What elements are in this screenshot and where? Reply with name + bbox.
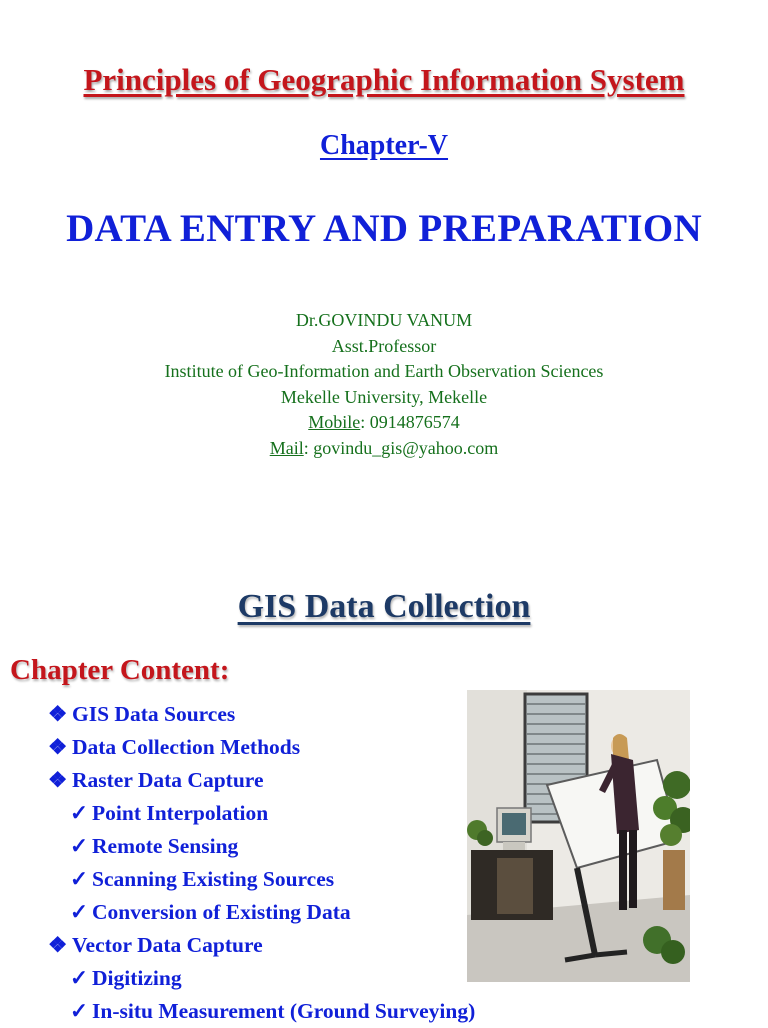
list-item <box>48 830 475 863</box>
list-item <box>48 863 475 896</box>
list-item-label: GIS Data Sources <box>72 702 236 726</box>
list-item-label: Conversion of Existing Data <box>92 900 351 924</box>
section-title: GIS Data Collection <box>237 588 531 625</box>
list-item-label: In-situ Measurement (Ground Surveying) <box>92 999 476 1023</box>
woman-at-digitizing-table-photo <box>467 690 690 982</box>
list-item-label: Data Collection Methods <box>72 735 301 759</box>
diamond-bullet-icon: ❖ <box>48 933 68 957</box>
author-mail <box>0 436 768 462</box>
list-item <box>48 962 475 995</box>
diamond-bullet-icon: ❖ <box>48 702 68 726</box>
list-item-label: Scanning Existing Sources <box>92 867 335 891</box>
list-item <box>48 698 475 731</box>
chapter-content-list <box>48 698 475 1028</box>
list-item <box>48 764 475 797</box>
author-university: Mekelle University, Mekelle <box>280 386 488 407</box>
checkmark-icon: ✓ <box>70 834 89 858</box>
list-item-label: Point Interpolation <box>92 801 269 825</box>
content-heading: Chapter Content: <box>10 654 230 686</box>
course-title: Principles of Geographic Information System <box>83 62 685 97</box>
list-item-label: Digitizing <box>92 966 182 990</box>
list-item <box>48 896 475 929</box>
checkmark-icon: ✓ <box>70 966 89 990</box>
checkmark-icon: ✓ <box>70 900 89 924</box>
checkmark-icon: ✓ <box>70 999 89 1023</box>
content-slide <box>0 512 768 1024</box>
mail-value: : govindu_gis@yahoo.com <box>303 437 499 458</box>
title-slide <box>0 0 768 512</box>
mail-label: Mail <box>269 437 304 458</box>
diamond-bullet-icon: ❖ <box>48 768 68 792</box>
mobile-label: Mobile <box>308 412 361 432</box>
author-position: Asst.Professor <box>331 335 437 356</box>
list-item <box>48 929 475 962</box>
list-item-label: Raster Data Capture <box>72 768 264 792</box>
list-item-label: Vector Data Capture <box>72 933 263 957</box>
author-institute: Institute of Geo-Information and Earth Observation Sciences <box>164 361 604 381</box>
list-item <box>48 995 475 1028</box>
chapter-heading: DATA ENTRY AND PREPARATION <box>66 207 702 250</box>
chapter-label: Chapter-V <box>319 130 449 161</box>
author-mobile <box>0 410 768 436</box>
list-item <box>48 797 475 830</box>
mobile-value: : 0914876574 <box>360 412 460 432</box>
checkmark-icon: ✓ <box>70 867 89 891</box>
author-name: Dr.GOVINDU VANUM <box>295 310 473 330</box>
list-item-label: Remote Sensing <box>92 834 239 858</box>
author-block <box>0 308 768 461</box>
list-item <box>48 731 475 764</box>
diamond-bullet-icon: ❖ <box>48 735 68 759</box>
checkmark-icon: ✓ <box>70 801 89 825</box>
